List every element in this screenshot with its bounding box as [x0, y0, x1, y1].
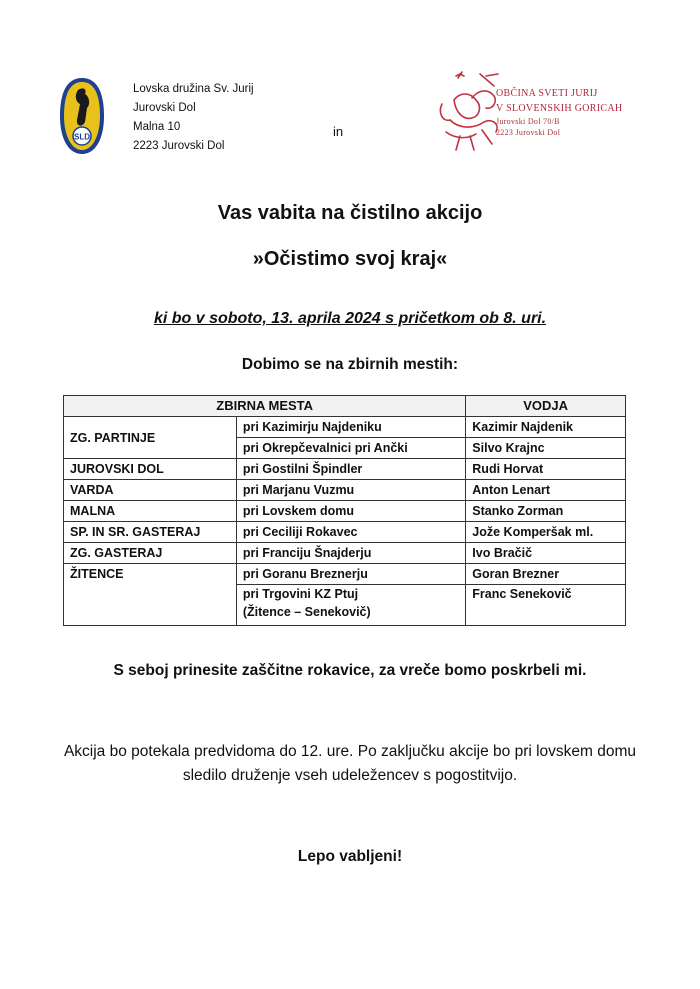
place-cell: pri Okrepčevalnici pri Ančki: [236, 438, 465, 459]
hunting-club-logo: [58, 76, 106, 156]
place-cell: [236, 585, 465, 626]
leader-cell: Stanko Zorman: [466, 501, 626, 522]
meeting-points-intro: Dobimo se na zbirnih mestih:: [241, 356, 459, 373]
sender-line: Malna 10: [133, 121, 181, 133]
connector-text: in: [333, 124, 344, 139]
leader-cell: Anton Lenart: [466, 480, 626, 501]
place-line: (Žitence – Senekovič): [242, 605, 371, 619]
area-cell: ŽITENCE: [64, 564, 237, 626]
place-cell: pri Gostilni Špindler: [236, 459, 465, 480]
place-cell: pri Franciju Šnajderju: [236, 543, 465, 564]
header-meeting-points: ZBIRNA MESTA: [64, 396, 466, 417]
area-cell: MALNA: [64, 501, 237, 522]
invitation-title: Vas vabita na čistilno akcijo: [217, 202, 483, 224]
table-row: [64, 417, 626, 438]
table-row: [64, 480, 626, 501]
leader-cell: Ivo Bračič: [466, 543, 626, 564]
table-row: [64, 522, 626, 543]
table-row: [64, 543, 626, 564]
leader-cell: Rudi Horvat: [466, 459, 626, 480]
sender-line: 2223 Jurovski Dol: [133, 140, 225, 152]
sender-line: Lovska družina Sv. Jurij: [133, 83, 254, 95]
place-line: pri Trgovini KZ Ptuj: [242, 587, 359, 601]
municipality-line: V SLOVENSKIH GORICAH: [496, 103, 623, 114]
table-row: [64, 564, 626, 585]
event-details-paragraph: Akcija bo potekala predvidoma do 12. ure. Po zaključku akcije bo pri lovskem domu sledilo druženje vseh udeležencev s pogostitvijo.: [63, 743, 637, 784]
table-header-row: [64, 396, 626, 417]
leader-cell: Kazimir Najdenik: [466, 417, 626, 438]
event-date: ki bo v soboto, 13. aprila 2024 s pričetkom ob 8. uri.: [153, 310, 547, 327]
letterhead: [0, 70, 700, 170]
closing-greeting: Lepo vabljeni!: [297, 848, 403, 865]
leader-cell: Jože Komperšak ml.: [466, 522, 626, 543]
sender-address: [133, 80, 254, 156]
table-row: [64, 459, 626, 480]
header-leader: VODJA: [466, 396, 626, 417]
leader-cell: Franc Senekovič: [466, 585, 626, 626]
meeting-points-table: [63, 395, 626, 626]
leader-cell: Silvo Krajnc: [466, 438, 626, 459]
municipality-line: OBČINA SVETI JURIJ: [496, 88, 598, 99]
bring-gloves-note: S seboj prinesite zaščitne rokavice, za vreče bomo poskrbeli mi.: [113, 662, 587, 679]
area-cell: VARDA: [64, 480, 237, 501]
place-cell: pri Goranu Breznerju: [236, 564, 465, 585]
place-cell: pri Kazimirju Najdeniku: [236, 417, 465, 438]
leader-cell: Goran Brezner: [466, 564, 626, 585]
area-cell: SP. IN SR. GASTERAJ: [64, 522, 237, 543]
area-cell: ZG. PARTINJE: [64, 417, 237, 459]
area-cell: ZG. GASTERAJ: [64, 543, 237, 564]
area-cell: JUROVSKI DOL: [64, 459, 237, 480]
municipality-address: [496, 86, 622, 138]
place-cell: pri Ceciliji Rokavec: [236, 522, 465, 543]
place-cell: pri Marjanu Vuzmu: [236, 480, 465, 501]
municipality-address-line: Jurovski Dol 70/B: [496, 117, 560, 126]
svg-text:SLD: SLD: [74, 132, 90, 142]
action-name: »Očistimo svoj kraj«: [252, 248, 448, 270]
sender-line: Jurovski Dol: [133, 102, 196, 114]
table-row: [64, 501, 626, 522]
place-cell: pri Lovskem domu: [236, 501, 465, 522]
municipality-address-line: 2223 Jurovski Dol: [496, 128, 561, 137]
